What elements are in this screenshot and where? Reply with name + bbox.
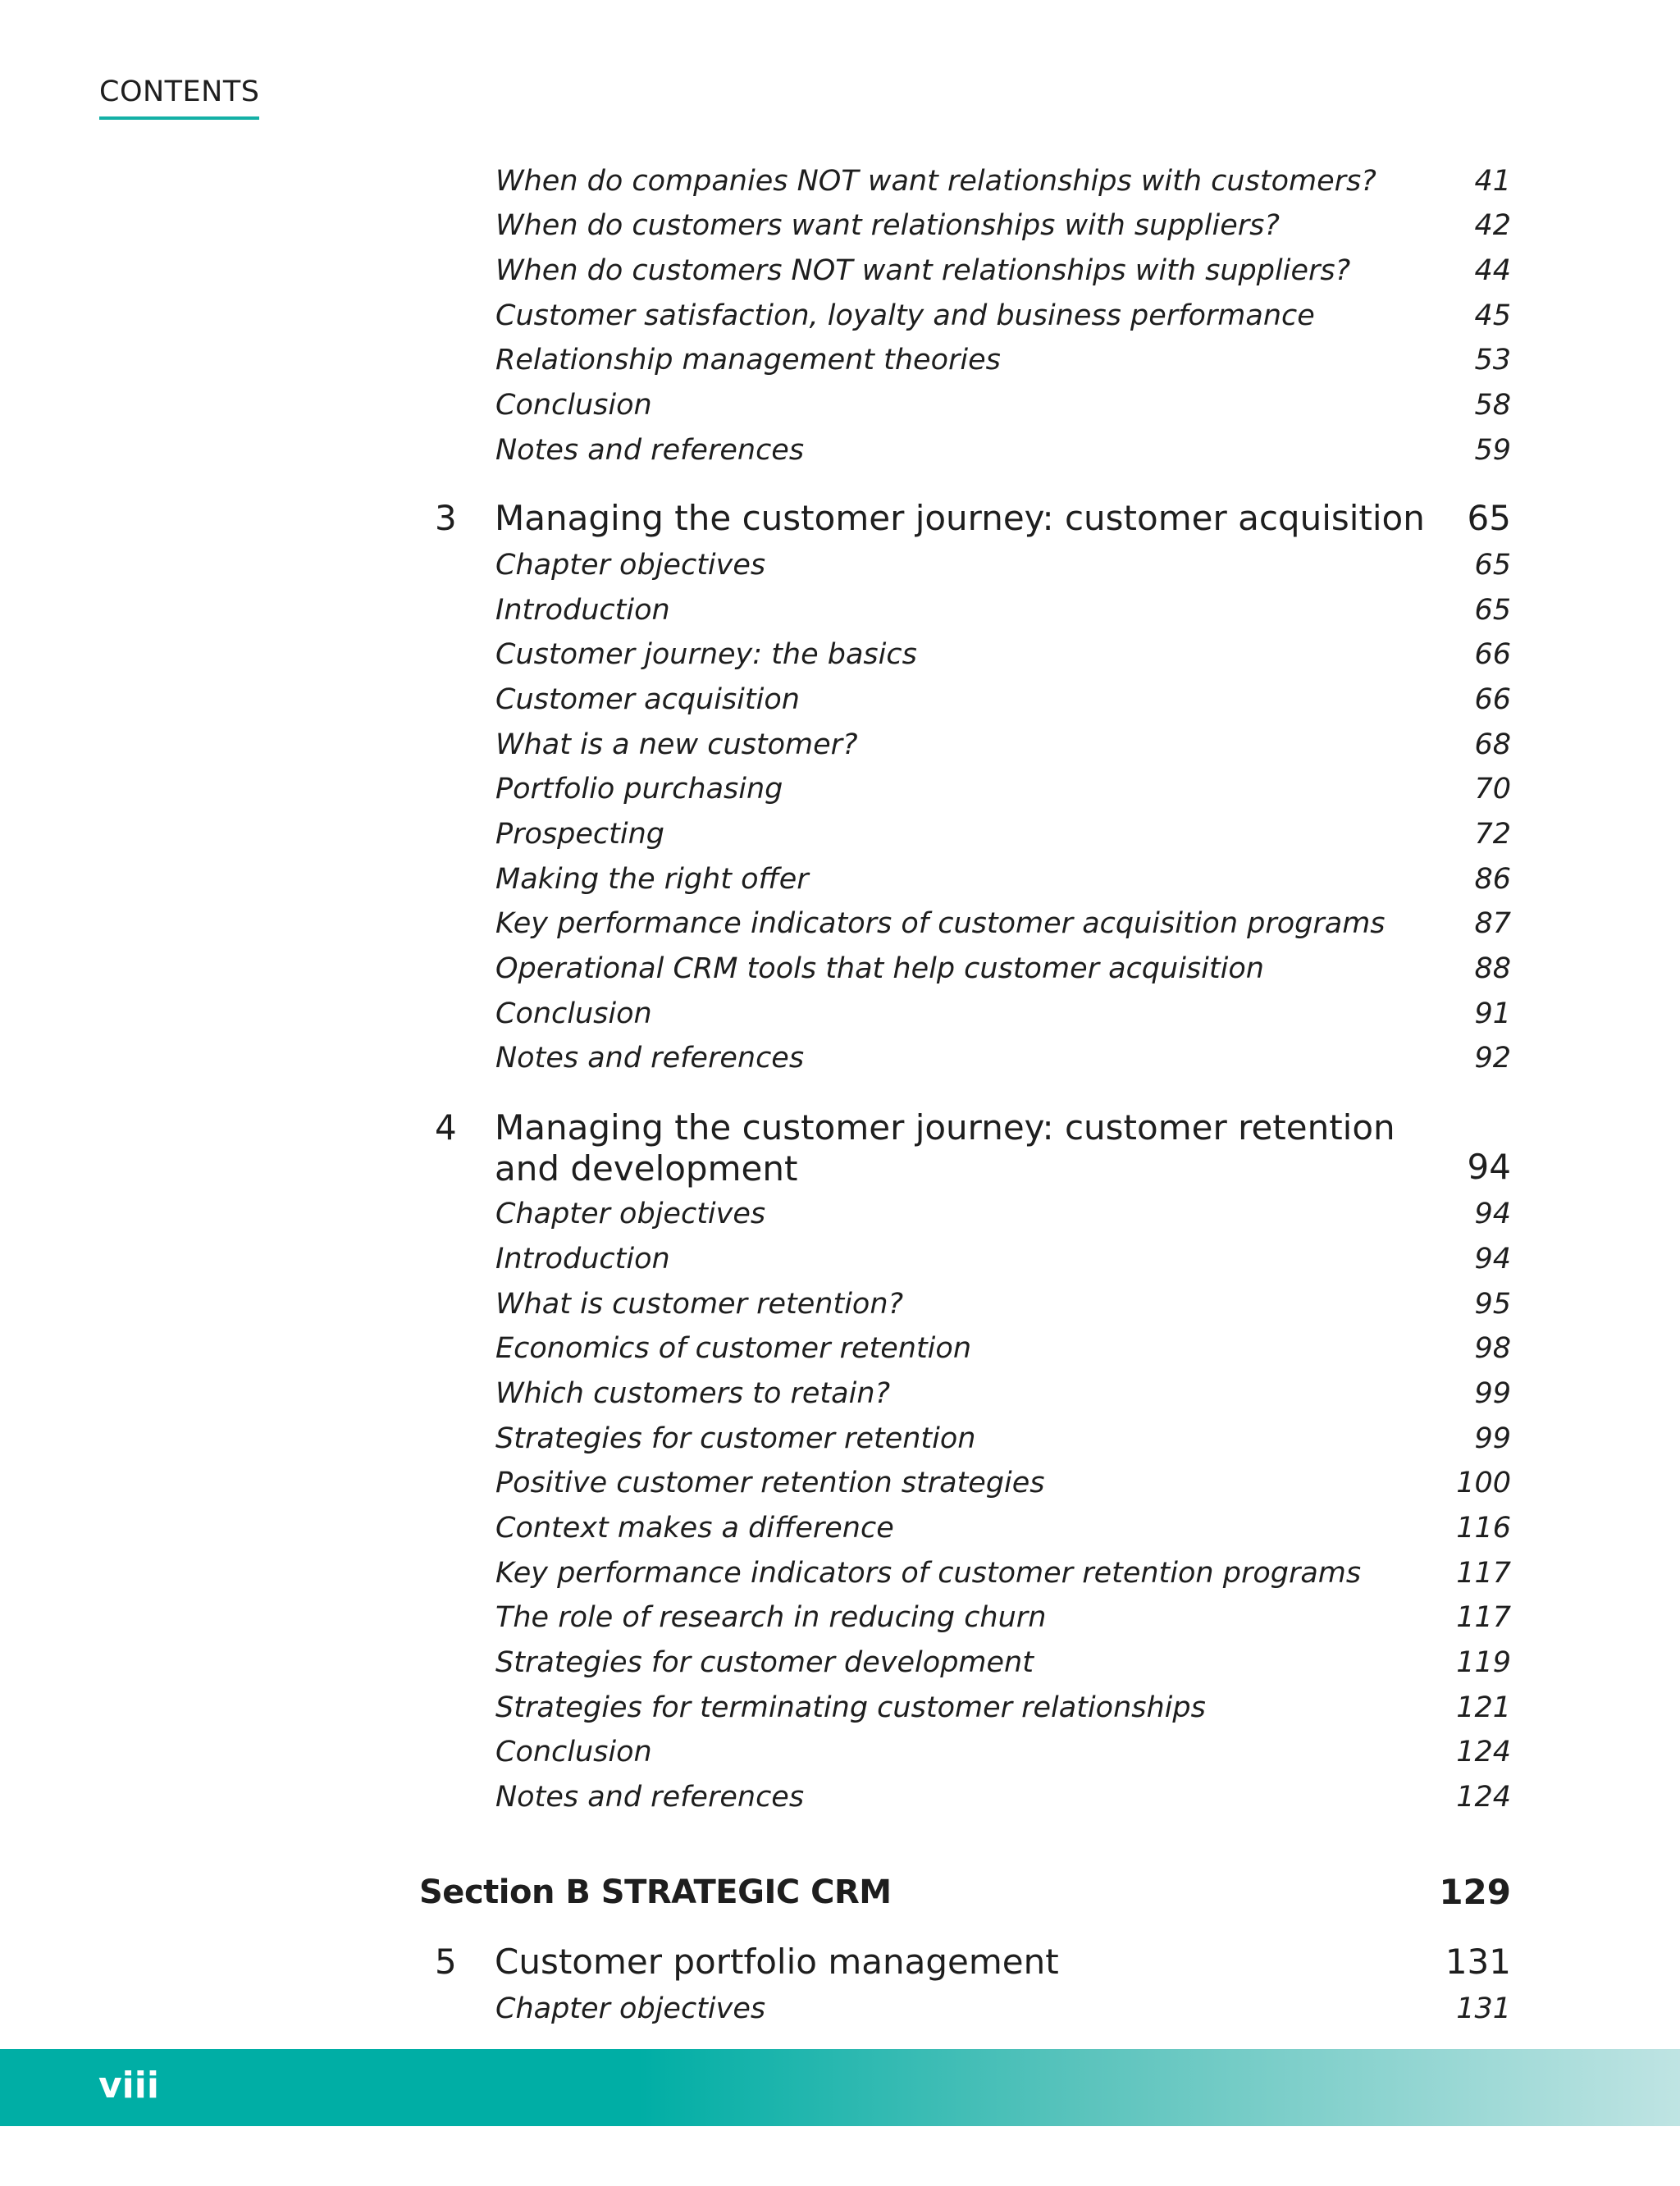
toc-entry[interactable]: [0, 427, 1680, 473]
toc-entry[interactable]: [0, 1191, 1680, 1237]
toc-entry-page: 94: [1474, 1243, 1511, 1276]
toc-entry-title: When do customers NOT want relationships with suppliers?: [495, 254, 1351, 287]
toc-entry-title: When do companies NOT want relationships with customers?: [495, 165, 1376, 198]
toc-entry-page: 66: [1474, 683, 1511, 716]
toc-entry-page: 45: [1474, 299, 1511, 332]
toc-entry-title: Strategies for customer retention: [495, 1422, 976, 1455]
toc-entry[interactable]: [0, 1416, 1680, 1462]
toc-entry-title: Notes and references: [495, 1781, 805, 1814]
toc-entry-page: 42: [1474, 209, 1511, 242]
toc-entry-page: 95: [1474, 1288, 1511, 1321]
toc-entry[interactable]: [0, 1281, 1680, 1327]
toc-entry[interactable]: [0, 337, 1680, 383]
toc-entry-title: Key performance indicators of customer retention programs: [495, 1557, 1362, 1590]
toc-entry-title: When do customers want relationships with suppliers?: [495, 209, 1280, 242]
toc-entry[interactable]: [0, 293, 1680, 339]
chapter-title-line-2: and development: [495, 1148, 798, 1189]
toc-entry-title: Customer journey: the basics: [495, 638, 917, 671]
toc-entry-page: 44: [1474, 254, 1511, 287]
footer-band: [0, 2049, 1680, 2126]
toc-entry-page: 131: [1456, 1992, 1511, 2025]
toc-entry[interactable]: [0, 542, 1680, 588]
toc-entry[interactable]: [0, 1550, 1680, 1596]
chapter-title: Managing the customer journey: customer acquisition: [495, 498, 1425, 538]
toc-entry[interactable]: [0, 1371, 1680, 1417]
toc-entry-page: 66: [1474, 638, 1511, 671]
toc-entry-page: 116: [1456, 1512, 1511, 1545]
toc-entry-page: 86: [1474, 863, 1511, 896]
toc-entry-page: 87: [1474, 907, 1511, 940]
section-page: 129: [1439, 1872, 1511, 1912]
toc-entry[interactable]: [0, 766, 1680, 812]
toc-entry-page: 121: [1456, 1691, 1511, 1724]
toc-entry-page: 99: [1474, 1377, 1511, 1410]
toc-entry[interactable]: [0, 1035, 1680, 1081]
toc-entry-title: Economics of customer retention: [495, 1332, 971, 1365]
toc-entry-title: Chapter objectives: [495, 1992, 766, 2025]
toc-entry[interactable]: [0, 382, 1680, 428]
toc-entry[interactable]: [0, 991, 1680, 1037]
toc-entry[interactable]: [0, 248, 1680, 294]
toc-entry-page: 53: [1474, 344, 1511, 377]
toc-entry-title: Introduction: [495, 594, 670, 627]
toc-entry[interactable]: [0, 158, 1680, 204]
toc-entry[interactable]: [0, 1236, 1680, 1282]
toc-entry-title: What is a new customer?: [495, 728, 858, 761]
toc-entry-title: Conclusion: [495, 1736, 652, 1768]
toc-entry[interactable]: [0, 1986, 1680, 2032]
toc-entry-title: Prospecting: [495, 818, 664, 851]
toc-entry-title: Strategies for customer development: [495, 1646, 1034, 1679]
toc-entry-page: 65: [1474, 549, 1511, 582]
chapter-number: 5: [435, 1942, 457, 1982]
toc-entry-page: 92: [1474, 1042, 1511, 1075]
toc-entry-page: 124: [1456, 1736, 1511, 1768]
toc-entry-page: 68: [1474, 728, 1511, 761]
toc-entry-title: Customer satisfaction, loyalty and business performance: [495, 299, 1315, 332]
chapter-page: 65: [1467, 498, 1511, 538]
chapter-page: 131: [1445, 1942, 1511, 1982]
chapter-number: 3: [435, 498, 457, 538]
toc-entry[interactable]: [0, 811, 1680, 857]
toc-entry[interactable]: [0, 677, 1680, 723]
toc-entry-page: 58: [1474, 389, 1511, 422]
toc-entry-page: 117: [1456, 1601, 1511, 1634]
toc-entry-title: Chapter objectives: [495, 1198, 766, 1230]
toc-entry-page: 117: [1456, 1557, 1511, 1590]
toc-entry-title: Conclusion: [495, 997, 652, 1030]
toc-entry-page: 65: [1474, 594, 1511, 627]
running-head: CONTENTS: [99, 75, 259, 120]
toc-entry-page: 41: [1474, 165, 1511, 198]
chapter-number: 4: [435, 1107, 457, 1148]
chapter-heading[interactable]: [0, 1937, 1680, 1983]
toc-entry[interactable]: [0, 1595, 1680, 1641]
toc-entry-title: Portfolio purchasing: [495, 773, 783, 805]
toc-entry-title: Notes and references: [495, 434, 805, 467]
toc-entry-title: Customer acquisition: [495, 683, 800, 716]
chapter-heading[interactable]: [0, 494, 1680, 540]
toc-entry[interactable]: [0, 946, 1680, 992]
chapter-heading[interactable]: [0, 1103, 1680, 1193]
toc-entry[interactable]: [0, 1774, 1680, 1820]
page-number: viii: [98, 2065, 159, 2106]
toc-entry[interactable]: [0, 1640, 1680, 1686]
toc-entry-page: 119: [1456, 1646, 1511, 1679]
toc-entry[interactable]: [0, 1505, 1680, 1551]
toc-entry-page: 70: [1474, 773, 1511, 805]
chapter-title-line-1: Managing the customer journey: customer retention: [495, 1107, 1395, 1148]
toc-entry-title: Positive customer retention strategies: [495, 1467, 1045, 1499]
toc-entry[interactable]: [0, 1685, 1680, 1731]
section-heading[interactable]: [0, 1868, 1680, 1914]
toc-entry[interactable]: [0, 632, 1680, 678]
toc-entry-page: 100: [1456, 1467, 1511, 1499]
toc-entry-title: The role of research in reducing churn: [495, 1601, 1047, 1634]
toc-entry-title: Context makes a difference: [495, 1512, 894, 1545]
toc-entry[interactable]: [0, 901, 1680, 947]
toc-entry-page: 59: [1474, 434, 1511, 467]
toc-entry[interactable]: [0, 203, 1680, 249]
toc-entry-title: Chapter objectives: [495, 549, 766, 582]
toc-entry-title: What is customer retention?: [495, 1288, 904, 1321]
toc-entry-title: Notes and references: [495, 1042, 805, 1075]
toc-entry-page: 98: [1474, 1332, 1511, 1365]
chapter-title: Customer portfolio management: [495, 1942, 1059, 1982]
toc-entry[interactable]: [0, 1326, 1680, 1371]
toc-entry[interactable]: [0, 722, 1680, 768]
toc-entry[interactable]: [0, 1729, 1680, 1775]
toc-entry-title: Key performance indicators of customer acquisition programs: [495, 907, 1386, 940]
toc-entry[interactable]: [0, 856, 1680, 902]
toc-entry-title: Introduction: [495, 1243, 670, 1276]
toc-entry[interactable]: [0, 587, 1680, 633]
chapter-page: 94: [1467, 1147, 1511, 1187]
toc-entry-title: Which customers to retain?: [495, 1377, 891, 1410]
toc-entry-page: 88: [1474, 952, 1511, 985]
toc-entry-title: Strategies for terminating customer relationships: [495, 1691, 1206, 1724]
toc-entry-title: Operational CRM tools that help customer acquisition: [495, 952, 1264, 985]
toc-entry-page: 94: [1474, 1198, 1511, 1230]
toc-entry-page: 91: [1474, 997, 1511, 1030]
section-title: Section B STRATEGIC CRM: [419, 1873, 892, 1911]
toc-entry-page: 99: [1474, 1422, 1511, 1455]
toc-entry-title: Making the right offer: [495, 863, 809, 896]
toc-entry-title: Conclusion: [495, 389, 652, 422]
toc-entry-title: Relationship management theories: [495, 344, 1001, 377]
toc-entry-page: 72: [1474, 818, 1511, 851]
toc-entry-page: 124: [1456, 1781, 1511, 1814]
toc-entry[interactable]: [0, 1460, 1680, 1506]
